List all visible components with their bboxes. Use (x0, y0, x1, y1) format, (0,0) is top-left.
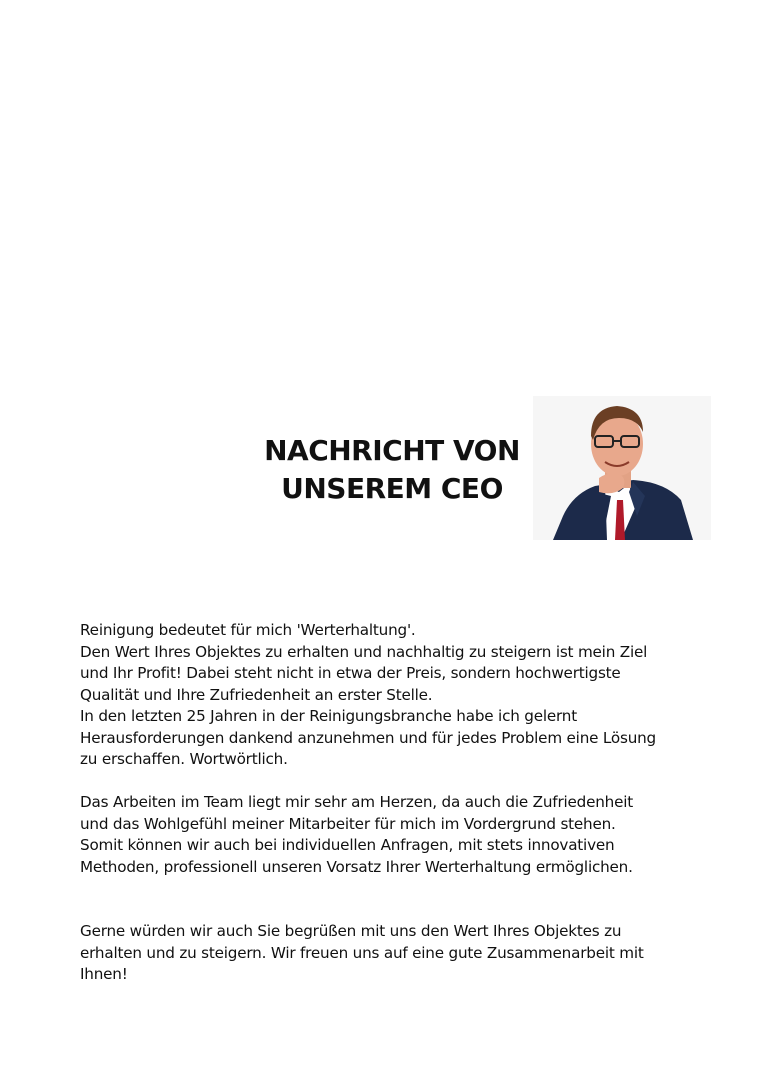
text-line: Das Arbeiten im Team liegt mir sehr am Herzen, da auch die Zufriedenheit (80, 793, 634, 811)
ceo-portrait-icon (533, 396, 711, 540)
paragraph-3 (80, 921, 700, 986)
text-line: Reinigung bedeutet für mich 'Werterhaltung'. (80, 621, 416, 639)
text-line: erhalten und zu steigern. Wir freuen uns auf eine gute Zusammenarbeit mit (80, 943, 644, 962)
text-line: Den Wert Ihres Objektes zu erhalten und nachhaltig zu steigern ist mein Ziel (80, 642, 648, 661)
text-line: zu erschaffen. Wortwörtlich. (80, 750, 288, 768)
text-line: Gerne würden wir auch Sie begrüßen mit uns den Wert Ihres Objektes zu (80, 922, 622, 940)
text-line: In den letzten 25 Jahren in der Reinigungsbranche habe ich gelernt (80, 707, 577, 725)
page-title (252, 432, 532, 508)
title-line-1: NACHRICHT VON (264, 434, 520, 467)
text-line: Qualität und Ihre Zufriedenheit an erster Stelle. (80, 685, 433, 704)
text-line: Somit können wir auch bei individuellen Anfragen, mit stets innovativen (80, 836, 615, 854)
text-line: und Ihr Profit! Dabei steht nicht in etwa der Preis, sondern hochwertigste (80, 664, 621, 682)
paragraph-gap (80, 878, 700, 921)
ceo-portrait-photo (533, 396, 711, 540)
text-line: Herausforderungen dankend anzunehmen und für jedes Problem eine Lösung (80, 728, 656, 747)
ceo-message (80, 620, 700, 986)
title-line-2: UNSEREM CEO (281, 472, 503, 505)
paragraph-1 (80, 620, 700, 771)
paragraph-2 (80, 792, 700, 878)
text-line: Ihnen! (80, 965, 128, 983)
text-line: und das Wohlgefühl meiner Mitarbeiter für mich im Vordergrund stehen. (80, 814, 616, 833)
paragraph-gap (80, 771, 700, 793)
text-line: Methoden, professionell unseren Vorsatz Ihrer Werterhaltung ermöglichen. (80, 857, 633, 876)
